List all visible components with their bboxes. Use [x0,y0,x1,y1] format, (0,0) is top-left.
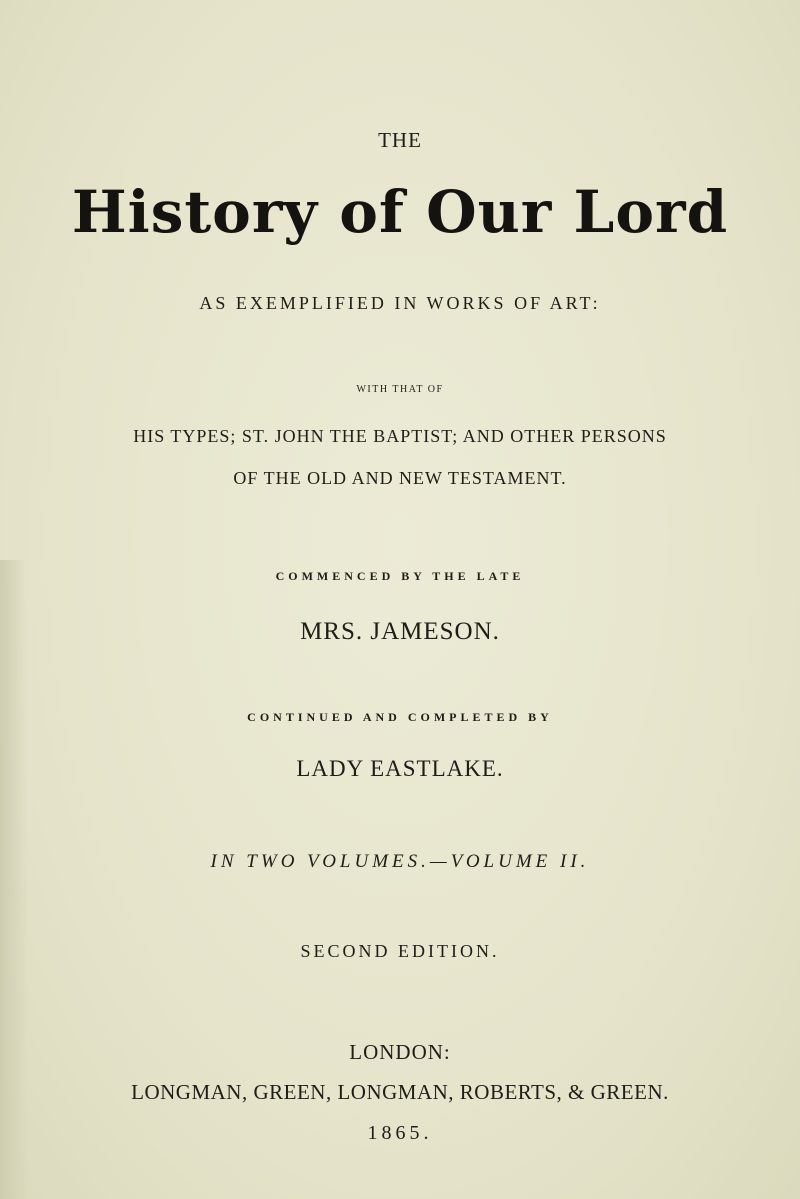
publication-place: LONDON: [349,1040,451,1064]
volume-statement: IN TWO VOLUMES.—VOLUME II. [210,851,590,872]
first-author: MRS. JAMESON. [300,618,500,645]
commenced-by: COMMENCED BY THE LATE [275,569,525,583]
publisher: LONGMAN, GREEN, LONGMAN, ROBERTS, & GREEN. [131,1080,669,1104]
continued-by: CONTINUED AND COMPLETED BY [247,710,553,724]
types-line-2: OF THE OLD AND NEW TESTAMENT. [233,468,567,488]
subtitle: AS EXEMPLIFIED IN WORKS OF ART: [199,293,601,313]
second-author: LADY EASTLAKE. [296,756,504,781]
edition-statement: SECOND EDITION. [300,941,500,961]
publication-year: 1865. [367,1122,433,1144]
with-that-of: WITH THAT OF [356,384,444,395]
main-title: History of Our Lord [71,178,729,246]
title-article: THE [378,128,422,152]
types-line-1: HIS TYPES; ST. JOHN THE BAPTIST; AND OTHER PERSONS [133,426,667,446]
